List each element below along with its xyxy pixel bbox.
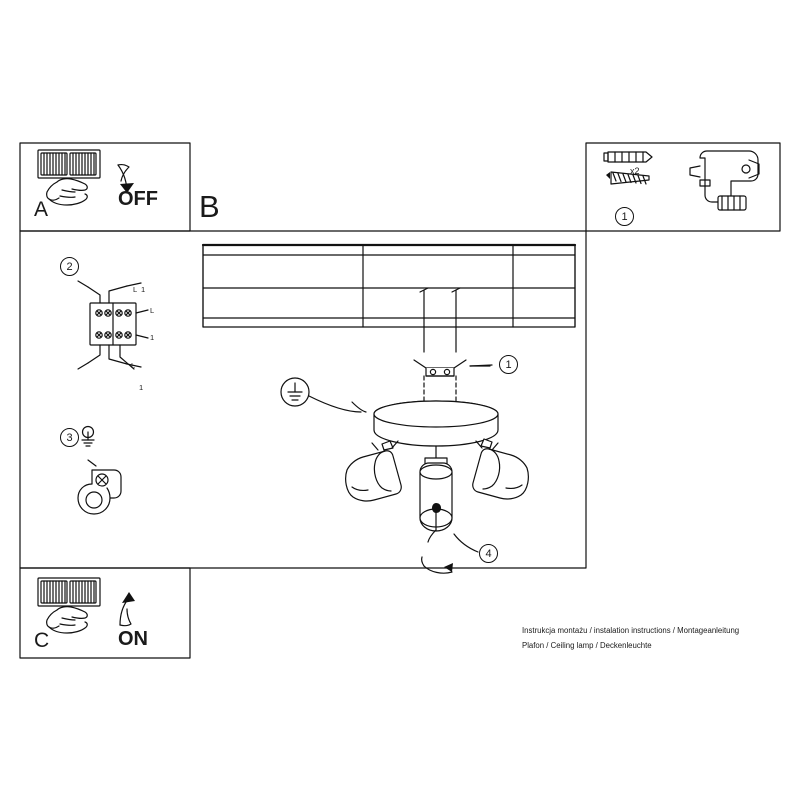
step-c-on-label: ON: [118, 628, 148, 650]
wire-label-1-bottom: 1: [139, 383, 144, 392]
wire-label-L-bottom: L: [131, 361, 136, 370]
wire-label-L-top: L: [133, 285, 138, 294]
earth-symbol-mid: [281, 378, 366, 412]
step-c-letter: C: [34, 629, 50, 652]
wire-label-1-mid: 1: [150, 333, 155, 342]
lamp-illustration: [346, 401, 529, 573]
footer-text-line-1: Instrukcja montażu / instalation instructions / Montageanleitung: [522, 626, 740, 635]
step-number-2: 2: [60, 257, 79, 276]
ceiling-slab-illustration: [203, 245, 575, 352]
terminal-block-illustration: [78, 281, 148, 369]
step-number-4: 4: [479, 544, 498, 563]
step-a-off-label: OFF: [118, 188, 158, 210]
step-number-1-bracket: 1: [499, 355, 518, 374]
step-b-letter: B: [199, 189, 220, 224]
hardware-quantity-label: x2: [630, 166, 640, 176]
footer-text-line-2: Plafon / Ceiling lamp / Deckenleuchte: [522, 641, 652, 650]
hardware-and-drill-illustration: [604, 151, 759, 210]
step-a-letter: A: [34, 198, 49, 221]
earth-connection-illustration: [78, 427, 121, 515]
step-number-3: 3: [60, 428, 79, 447]
step-number-1-drill: 1: [615, 207, 634, 226]
wire-label-L-mid: L: [150, 306, 155, 315]
wire-label-1-top: 1: [141, 285, 146, 294]
switch-on-illustration: [38, 578, 135, 633]
